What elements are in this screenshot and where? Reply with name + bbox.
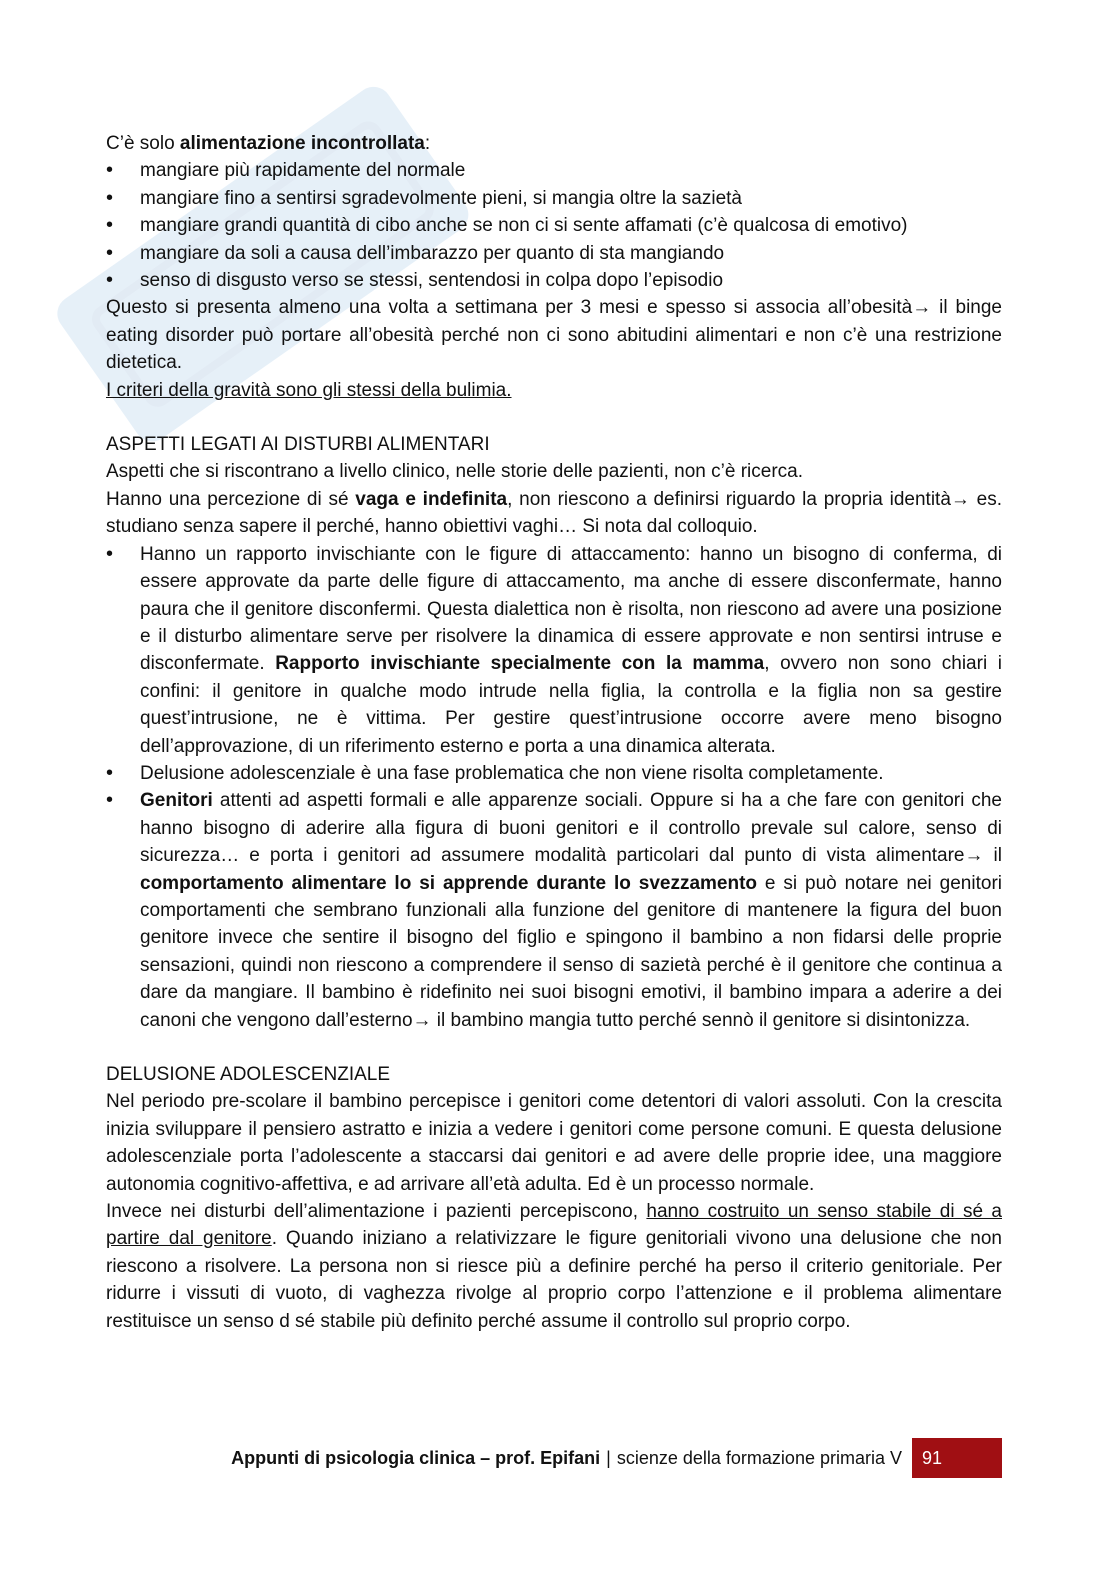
symptom-list xyxy=(106,157,1002,294)
list-item: • mangiare più rapidamente del normale xyxy=(106,157,1002,184)
criteria-line: I criteri della gravità sono gli stessi della bulimia. xyxy=(106,379,512,401)
footer-separator: | xyxy=(606,1447,611,1468)
list-item: • Delusione adolescenziale è una fase problematica che non viene risolta completamente. xyxy=(106,760,1002,787)
intro-line: C’è solo alimentazione incontrollata: xyxy=(106,133,431,154)
list-item: • mangiare grandi quantità di cibo anche se non ci si sente affamati (c’è qualcosa di emotivo) xyxy=(106,212,1002,239)
list-item: • Hanno un rapporto invischiante con le figure di attaccamento: hanno un bisogno di conferma, di essere approvate da parte delle figure di attaccamento, ma anche di essere disconfermate, hanno paura che il genitore disconfermi. Questa dialettica non è risolta, non riescono ad avere una posizione e il disturbo alimentare serve per risolvere la dinamica di essere approvate e non sentirsi intruse e disconfermate. Rapporto invischiante specialmente con la mamma, ovvero non sono chiari i confini: il genitore in qualche modo intrude nella figlia, la controlla e la figlia non sa gestire quest’intrusione, ne è vittima. Per gestire quest’intrusione occorre avere meno bisogno dell’approvazione, di un riferimento esterno e porta a una dinamica alterata. xyxy=(106,541,1002,760)
list-item: • mangiare da soli a causa dell’imbarazzo per quanto di sta mangiando xyxy=(106,240,1002,267)
page-footer xyxy=(106,1438,1002,1478)
delusion-paragraph-2: Invece nei disturbi dell’alimentazione i pazienti percepiscono, hanno costruito un senso stabile di sé a partire dal genitore. Quando iniziano a relativizzare le figure genitoriali vivono una delusione che non riescono a risolvere. La persona non si riesce più a definire perché ha perso il criterio genitoriale. Per ridurre i vissuti di vuoto, di vaghezza rivolge al proprio corpo l’attenzione e il problema alimentare restituisce un senso d sé stabile più definito perché assume il controllo sul proprio corpo. xyxy=(106,1201,1002,1332)
aspects-line-2: Hanno una percezione di sé vaga e indefinita, non riescono a definirsi riguardo la propria identità→ es. studiano senza sapere il perché, hanno obiettivi vaghi… Si nota dal colloquio. xyxy=(106,488,1002,538)
document-body xyxy=(106,130,1002,1335)
delusion-paragraph-1: Nel periodo pre-scolare il bambino percepisce i genitori come detentori di valori assoluti. Con la crescita inizia sviluppare il pensiero astratto e inizia a vedere i genitori come persone comuni. E questa delusione adolescenziale porta l’adolescente a staccarsi dai genitori e ad avere delle proprie idee, una maggiore autonomia cognitivo-affettiva, e ad arrivare all’età adulta. Ed è un processo normale. xyxy=(106,1091,1002,1195)
section-heading-delusion: DELUSIONE ADOLESCENZIALE xyxy=(106,1064,391,1085)
aspects-line-1: Aspetti che si riscontrano a livello clinico, nelle storie delle pazienti, non c’è ricerca. xyxy=(106,461,804,483)
binge-paragraph: Questo si presenta almeno una volta a settimana per 3 mesi e spesso si associa all’obesità→ il binge eating disorder può portare all’obesità perché non ci sono abitudini alimentari e non c’è una restrizione dietetica. xyxy=(106,297,1002,374)
list-item: • Genitori attenti ad aspetti formali e alle apparenze sociali. Oppure si ha a che fare con genitori che hanno bisogno di aderire alla figura di buoni genitori e il controllo prevale sul calore, senso di sicurezza… e porta i genitori ad assumere modalità particolari dal punto di vista alimentare→ il comportamento alimentare lo si apprende durante lo svezzamento e si può notare nei genitori comportamenti che sembrano funzionali alla funzione del genitore di mantenere la figura del buon genitore invece che sentire il bisogno del figlio e spingono il bambino a non fidarsi delle proprie sensazioni, quindi non riescono a comprendere il senso di sazietà perché è il genitore che continua a dare da mangiare. Il bambino è ridefinito nei suoi bisogni emotivi, il bambino impara a aderire a dei canoni che vengono dall’esterno→ il bambino mangia tutto perché sennò il genitore si disintonizza. xyxy=(106,787,1002,1034)
aspects-list xyxy=(106,541,1002,1034)
list-item: • senso di disgusto verso se stessi, sentendosi in colpa dopo l’episodio xyxy=(106,267,1002,294)
footer-subtitle: scienze della formazione primaria V xyxy=(616,1447,902,1468)
list-item: • mangiare fino a sentirsi sgradevolmente pieni, si mangia oltre la sazietà xyxy=(106,185,1002,212)
page-number: 91 xyxy=(912,1438,1002,1478)
section-heading-aspects: ASPETTI LEGATI AI DISTURBI ALIMENTARI xyxy=(106,434,490,456)
footer-title: Appunti di psicologia clinica – prof. Epifani xyxy=(231,1447,601,1468)
